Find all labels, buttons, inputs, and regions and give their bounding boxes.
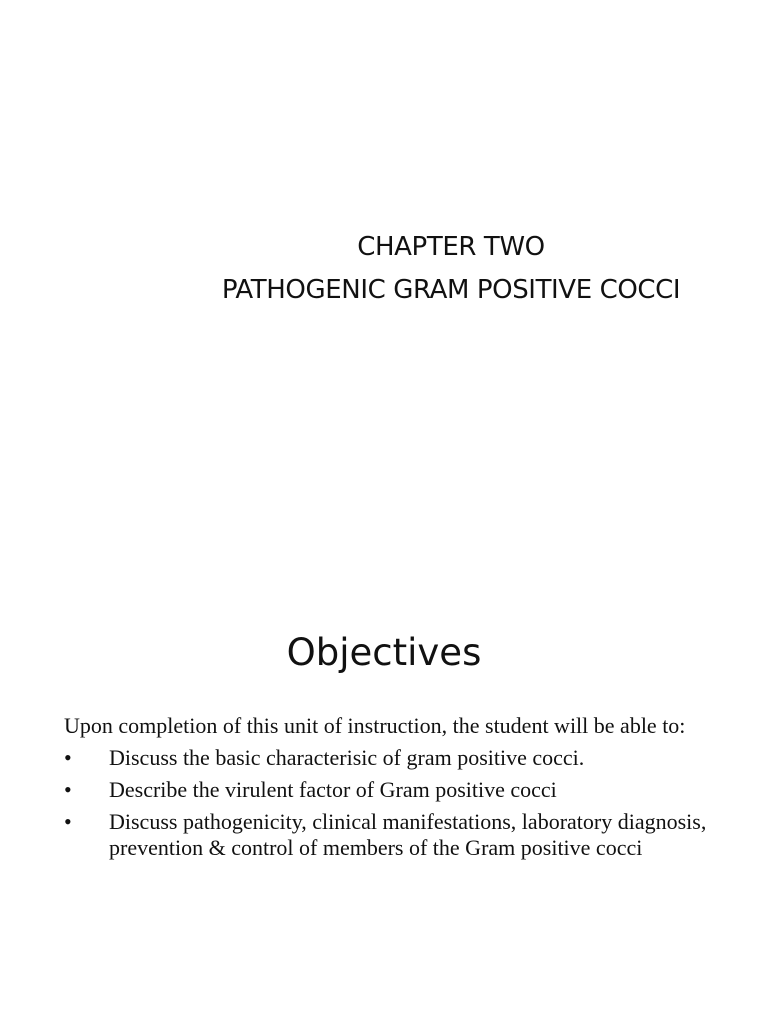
objective-text: Discuss pathogenicity, clinical manifestations, laboratory diagnosis, prevention & control of members of the Gram positive cocci xyxy=(109,809,707,860)
objectives-intro: Upon completion of this unit of instruction, the student will be able to: xyxy=(64,713,686,738)
chapter-subject: PATHOGENIC GRAM POSITIVE COCCI xyxy=(221,275,681,305)
objectives-slide xyxy=(0,577,768,1024)
chapter-title xyxy=(150,226,752,312)
objectives-body xyxy=(64,713,724,867)
objectives-list xyxy=(64,745,724,861)
objectives-heading: Objectives xyxy=(286,631,482,674)
objective-item xyxy=(64,777,724,803)
chapter-number: CHAPTER TWO xyxy=(357,232,545,262)
objective-text: Discuss the basic characterisic of gram positive cocci. xyxy=(109,745,585,770)
objective-item xyxy=(64,745,724,771)
bullet-icon: • xyxy=(64,777,72,802)
objective-text: Describe the virulent factor of Gram positive cocci xyxy=(109,777,557,802)
objective-item xyxy=(64,809,724,861)
bullet-icon: • xyxy=(64,809,72,834)
bullet-icon: • xyxy=(64,745,72,770)
